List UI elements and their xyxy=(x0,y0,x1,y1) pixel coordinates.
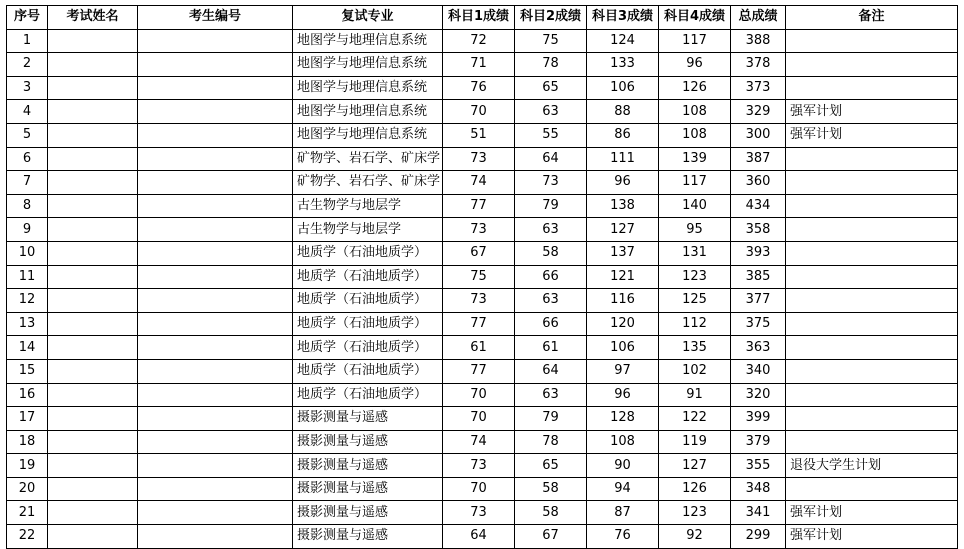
cell-major: 摄影测量与遥感 xyxy=(293,525,443,549)
table-row xyxy=(7,336,958,360)
cell-name-redacted xyxy=(48,76,138,100)
cell-name-redacted xyxy=(48,312,138,336)
cell-score1: 73 xyxy=(443,289,515,313)
score-table xyxy=(6,5,958,549)
cell-major: 摄影测量与遥感 xyxy=(293,430,443,454)
header-exam-id: 考生编号 xyxy=(138,6,293,30)
cell-score2: 73 xyxy=(515,171,587,195)
cell-score4: 117 xyxy=(659,29,731,53)
table-row xyxy=(7,147,958,171)
cell-score1: 77 xyxy=(443,359,515,383)
cell-total: 329 xyxy=(731,100,786,124)
cell-note xyxy=(786,312,958,336)
cell-note xyxy=(786,383,958,407)
cell-major: 摄影测量与遥感 xyxy=(293,501,443,525)
cell-major: 地图学与地理信息系统 xyxy=(293,100,443,124)
cell-score1: 77 xyxy=(443,194,515,218)
cell-note: 强军计划 xyxy=(786,501,958,525)
cell-exam-id-redacted xyxy=(138,147,293,171)
cell-score3: 124 xyxy=(587,29,659,53)
cell-name-redacted xyxy=(48,29,138,53)
cell-exam-id-redacted xyxy=(138,312,293,336)
table-row xyxy=(7,430,958,454)
cell-note: 退役大学生计划 xyxy=(786,454,958,478)
cell-score1: 72 xyxy=(443,29,515,53)
cell-score3: 86 xyxy=(587,123,659,147)
header-score2: 科目2成绩 xyxy=(515,6,587,30)
cell-score2: 78 xyxy=(515,430,587,454)
header-score3: 科目3成绩 xyxy=(587,6,659,30)
cell-major: 地质学（石油地质学） xyxy=(293,336,443,360)
cell-score1: 61 xyxy=(443,336,515,360)
cell-score4: 108 xyxy=(659,123,731,147)
cell-total: 363 xyxy=(731,336,786,360)
cell-index: 1 xyxy=(7,29,48,53)
cell-note xyxy=(786,53,958,77)
cell-score4: 123 xyxy=(659,265,731,289)
table-row xyxy=(7,194,958,218)
cell-score1: 73 xyxy=(443,147,515,171)
cell-index: 14 xyxy=(7,336,48,360)
cell-score4: 117 xyxy=(659,171,731,195)
cell-score3: 128 xyxy=(587,407,659,431)
cell-name-redacted xyxy=(48,430,138,454)
cell-exam-id-redacted xyxy=(138,53,293,77)
cell-score4: 125 xyxy=(659,289,731,313)
cell-score3: 127 xyxy=(587,218,659,242)
cell-index: 13 xyxy=(7,312,48,336)
cell-score3: 111 xyxy=(587,147,659,171)
cell-score2: 67 xyxy=(515,525,587,549)
cell-index: 22 xyxy=(7,525,48,549)
cell-major: 矿物学、岩石学、矿床学 xyxy=(293,147,443,171)
cell-exam-id-redacted xyxy=(138,359,293,383)
cell-score4: 119 xyxy=(659,430,731,454)
cell-note xyxy=(786,241,958,265)
cell-score4: 95 xyxy=(659,218,731,242)
cell-score4: 122 xyxy=(659,407,731,431)
cell-score1: 74 xyxy=(443,171,515,195)
cell-score3: 96 xyxy=(587,171,659,195)
cell-index: 2 xyxy=(7,53,48,77)
cell-score2: 66 xyxy=(515,265,587,289)
cell-major: 地质学（石油地质学） xyxy=(293,383,443,407)
cell-note xyxy=(786,477,958,501)
cell-index: 11 xyxy=(7,265,48,289)
cell-total: 377 xyxy=(731,289,786,313)
cell-major: 摄影测量与遥感 xyxy=(293,477,443,501)
cell-major: 矿物学、岩石学、矿床学 xyxy=(293,171,443,195)
cell-score1: 64 xyxy=(443,525,515,549)
cell-total: 393 xyxy=(731,241,786,265)
cell-total: 341 xyxy=(731,501,786,525)
cell-index: 7 xyxy=(7,171,48,195)
cell-index: 18 xyxy=(7,430,48,454)
cell-name-redacted xyxy=(48,171,138,195)
cell-exam-id-redacted xyxy=(138,289,293,313)
cell-score1: 70 xyxy=(443,407,515,431)
cell-name-redacted xyxy=(48,100,138,124)
header-note: 备注 xyxy=(786,6,958,30)
cell-note xyxy=(786,265,958,289)
cell-exam-id-redacted xyxy=(138,477,293,501)
cell-index: 16 xyxy=(7,383,48,407)
cell-score2: 65 xyxy=(515,454,587,478)
cell-exam-id-redacted xyxy=(138,100,293,124)
cell-index: 12 xyxy=(7,289,48,313)
header-row xyxy=(7,6,958,30)
cell-score2: 58 xyxy=(515,501,587,525)
cell-major: 地质学（石油地质学） xyxy=(293,241,443,265)
cell-name-redacted xyxy=(48,501,138,525)
cell-name-redacted xyxy=(48,477,138,501)
cell-score2: 61 xyxy=(515,336,587,360)
cell-score4: 92 xyxy=(659,525,731,549)
cell-score2: 63 xyxy=(515,100,587,124)
cell-major: 地质学（石油地质学） xyxy=(293,312,443,336)
cell-note xyxy=(786,194,958,218)
cell-score1: 75 xyxy=(443,265,515,289)
cell-score4: 102 xyxy=(659,359,731,383)
cell-score3: 90 xyxy=(587,454,659,478)
cell-score1: 73 xyxy=(443,454,515,478)
cell-score4: 140 xyxy=(659,194,731,218)
cell-total: 300 xyxy=(731,123,786,147)
cell-score3: 76 xyxy=(587,525,659,549)
cell-score1: 67 xyxy=(443,241,515,265)
cell-index: 4 xyxy=(7,100,48,124)
cell-score2: 78 xyxy=(515,53,587,77)
cell-total: 360 xyxy=(731,171,786,195)
cell-exam-id-redacted xyxy=(138,383,293,407)
cell-exam-id-redacted xyxy=(138,194,293,218)
cell-score1: 76 xyxy=(443,76,515,100)
header-name: 考试姓名 xyxy=(48,6,138,30)
cell-major: 地图学与地理信息系统 xyxy=(293,53,443,77)
cell-major: 地图学与地理信息系统 xyxy=(293,76,443,100)
cell-index: 3 xyxy=(7,76,48,100)
cell-score2: 79 xyxy=(515,407,587,431)
table-row xyxy=(7,477,958,501)
cell-note xyxy=(786,76,958,100)
cell-score4: 139 xyxy=(659,147,731,171)
cell-score1: 70 xyxy=(443,383,515,407)
cell-score3: 106 xyxy=(587,76,659,100)
cell-major: 地质学（石油地质学） xyxy=(293,265,443,289)
cell-score2: 65 xyxy=(515,76,587,100)
cell-score4: 131 xyxy=(659,241,731,265)
cell-major: 地图学与地理信息系统 xyxy=(293,29,443,53)
cell-score1: 70 xyxy=(443,477,515,501)
cell-index: 21 xyxy=(7,501,48,525)
cell-note xyxy=(786,359,958,383)
cell-index: 6 xyxy=(7,147,48,171)
cell-total: 355 xyxy=(731,454,786,478)
cell-exam-id-redacted xyxy=(138,430,293,454)
table-row xyxy=(7,312,958,336)
cell-major: 古生物学与地层学 xyxy=(293,194,443,218)
cell-exam-id-redacted xyxy=(138,454,293,478)
table-row xyxy=(7,218,958,242)
cell-total: 385 xyxy=(731,265,786,289)
cell-score4: 112 xyxy=(659,312,731,336)
table-row xyxy=(7,265,958,289)
table-row xyxy=(7,289,958,313)
table-row xyxy=(7,76,958,100)
cell-note xyxy=(786,430,958,454)
cell-index: 8 xyxy=(7,194,48,218)
cell-name-redacted xyxy=(48,336,138,360)
cell-score3: 96 xyxy=(587,383,659,407)
cell-name-redacted xyxy=(48,265,138,289)
cell-note xyxy=(786,407,958,431)
table-row xyxy=(7,123,958,147)
cell-score2: 66 xyxy=(515,312,587,336)
cell-score2: 79 xyxy=(515,194,587,218)
cell-major: 地质学（石油地质学） xyxy=(293,289,443,313)
cell-score3: 133 xyxy=(587,53,659,77)
cell-score2: 64 xyxy=(515,359,587,383)
cell-index: 10 xyxy=(7,241,48,265)
cell-index: 19 xyxy=(7,454,48,478)
table-row xyxy=(7,241,958,265)
cell-score3: 108 xyxy=(587,430,659,454)
cell-score2: 64 xyxy=(515,147,587,171)
cell-exam-id-redacted xyxy=(138,218,293,242)
cell-score4: 96 xyxy=(659,53,731,77)
cell-score3: 106 xyxy=(587,336,659,360)
cell-exam-id-redacted xyxy=(138,336,293,360)
cell-score4: 127 xyxy=(659,454,731,478)
cell-name-redacted xyxy=(48,383,138,407)
cell-total: 358 xyxy=(731,218,786,242)
table-row xyxy=(7,454,958,478)
cell-score3: 120 xyxy=(587,312,659,336)
cell-score1: 70 xyxy=(443,100,515,124)
cell-major: 摄影测量与遥感 xyxy=(293,454,443,478)
cell-major: 地质学（石油地质学） xyxy=(293,359,443,383)
cell-exam-id-redacted xyxy=(138,171,293,195)
cell-exam-id-redacted xyxy=(138,29,293,53)
table-row xyxy=(7,359,958,383)
header-index: 序号 xyxy=(7,6,48,30)
cell-name-redacted xyxy=(48,218,138,242)
cell-score1: 73 xyxy=(443,218,515,242)
cell-note xyxy=(786,171,958,195)
cell-score4: 123 xyxy=(659,501,731,525)
cell-major: 摄影测量与遥感 xyxy=(293,407,443,431)
cell-total: 387 xyxy=(731,147,786,171)
cell-index: 5 xyxy=(7,123,48,147)
cell-note xyxy=(786,29,958,53)
cell-note: 强军计划 xyxy=(786,123,958,147)
cell-name-redacted xyxy=(48,123,138,147)
cell-note xyxy=(786,336,958,360)
cell-name-redacted xyxy=(48,53,138,77)
cell-exam-id-redacted xyxy=(138,241,293,265)
cell-score1: 71 xyxy=(443,53,515,77)
cell-major: 地图学与地理信息系统 xyxy=(293,123,443,147)
cell-index: 15 xyxy=(7,359,48,383)
cell-total: 378 xyxy=(731,53,786,77)
cell-score3: 121 xyxy=(587,265,659,289)
table-row xyxy=(7,29,958,53)
cell-score2: 63 xyxy=(515,289,587,313)
table-row xyxy=(7,407,958,431)
cell-exam-id-redacted xyxy=(138,525,293,549)
cell-name-redacted xyxy=(48,454,138,478)
cell-score3: 94 xyxy=(587,477,659,501)
cell-score4: 108 xyxy=(659,100,731,124)
table-row xyxy=(7,53,958,77)
header-score4: 科目4成绩 xyxy=(659,6,731,30)
cell-note xyxy=(786,218,958,242)
cell-total: 299 xyxy=(731,525,786,549)
table-row xyxy=(7,501,958,525)
cell-score2: 58 xyxy=(515,477,587,501)
table-row xyxy=(7,383,958,407)
cell-score2: 63 xyxy=(515,383,587,407)
cell-major: 古生物学与地层学 xyxy=(293,218,443,242)
cell-score4: 126 xyxy=(659,477,731,501)
cell-name-redacted xyxy=(48,241,138,265)
cell-exam-id-redacted xyxy=(138,501,293,525)
cell-total: 320 xyxy=(731,383,786,407)
cell-score2: 75 xyxy=(515,29,587,53)
cell-total: 388 xyxy=(731,29,786,53)
table-row xyxy=(7,100,958,124)
cell-score2: 58 xyxy=(515,241,587,265)
cell-index: 17 xyxy=(7,407,48,431)
cell-score3: 137 xyxy=(587,241,659,265)
cell-score2: 63 xyxy=(515,218,587,242)
cell-score4: 135 xyxy=(659,336,731,360)
cell-name-redacted xyxy=(48,407,138,431)
cell-score4: 91 xyxy=(659,383,731,407)
cell-exam-id-redacted xyxy=(138,265,293,289)
cell-score2: 55 xyxy=(515,123,587,147)
cell-exam-id-redacted xyxy=(138,407,293,431)
cell-score3: 88 xyxy=(587,100,659,124)
cell-exam-id-redacted xyxy=(138,76,293,100)
cell-score1: 77 xyxy=(443,312,515,336)
cell-score3: 138 xyxy=(587,194,659,218)
cell-score3: 97 xyxy=(587,359,659,383)
cell-note xyxy=(786,289,958,313)
cell-score1: 74 xyxy=(443,430,515,454)
cell-total: 340 xyxy=(731,359,786,383)
cell-total: 348 xyxy=(731,477,786,501)
cell-score4: 126 xyxy=(659,76,731,100)
cell-note xyxy=(786,147,958,171)
cell-score3: 87 xyxy=(587,501,659,525)
cell-score1: 73 xyxy=(443,501,515,525)
cell-note: 强军计划 xyxy=(786,100,958,124)
cell-name-redacted xyxy=(48,194,138,218)
cell-total: 373 xyxy=(731,76,786,100)
header-total: 总成绩 xyxy=(731,6,786,30)
cell-total: 434 xyxy=(731,194,786,218)
cell-score1: 51 xyxy=(443,123,515,147)
cell-name-redacted xyxy=(48,359,138,383)
header-major: 复试专业 xyxy=(293,6,443,30)
cell-total: 375 xyxy=(731,312,786,336)
cell-exam-id-redacted xyxy=(138,123,293,147)
cell-total: 399 xyxy=(731,407,786,431)
cell-index: 9 xyxy=(7,218,48,242)
cell-note: 强军计划 xyxy=(786,525,958,549)
cell-name-redacted xyxy=(48,289,138,313)
table-row xyxy=(7,525,958,549)
cell-score3: 116 xyxy=(587,289,659,313)
cell-index: 20 xyxy=(7,477,48,501)
cell-name-redacted xyxy=(48,147,138,171)
table-row xyxy=(7,171,958,195)
cell-name-redacted xyxy=(48,525,138,549)
header-score1: 科目1成绩 xyxy=(443,6,515,30)
cell-total: 379 xyxy=(731,430,786,454)
